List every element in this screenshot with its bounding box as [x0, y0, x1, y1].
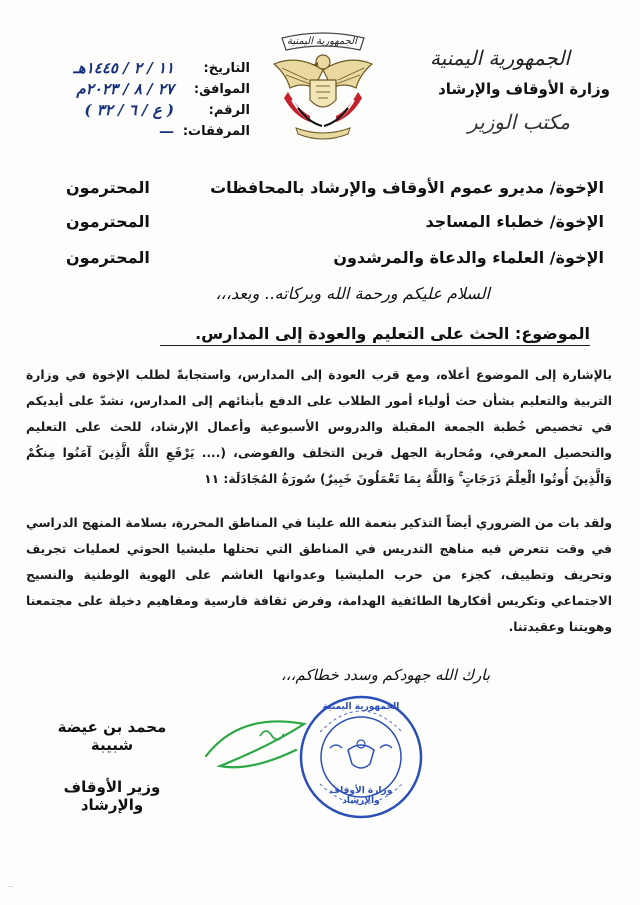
ref-label: الرقم: [208, 103, 250, 118]
greeting-line: السلام عليكم ورحمة الله وبركاته.. وبعد،،، [215, 284, 490, 303]
republic-name: الجمهورية اليمنية [429, 46, 570, 70]
office-name: مكتب الوزير [467, 110, 570, 134]
recipient-2-honorific: المحترمون [66, 212, 150, 231]
corresponding-value: ٢٧ / ٨ / ٢٠٢٣م [76, 80, 174, 98]
corresponding-label: الموافق: [193, 82, 250, 97]
ref-value: ( ع / ٦ / ٣٢ ) [84, 101, 174, 119]
meta-corresponding-row [40, 79, 250, 100]
meta-date-row [40, 58, 250, 79]
date-label: التاريخ: [203, 61, 250, 76]
body-paragraph-1: بالإشارة إلى الموضوع أعلاه، ومع قرب العودة إلى المدارس، واستجابةً لطلب الإخوة في وزارة التربية والتعليم بشأن حث أولياء أمور الطلاب على الدفع بأبنائهم إلى المدارس، نشدّ على أيديكم في تخصيص خُطبة الجمعة المقبلة والدروس الأسبوعية وأعمال الإرشاد، للحث على التعليم والتحصيل المعرفي، ومُحاربة الجهل قرين التخلف والفوضى، (.... يَرْفَعِ اللَّهُ الَّذِينَ آمَنُوا مِنكُمْ وَالَّذِينَ أُوتُوا الْعِلْمَ دَرَجَاتٍ ۚ وَاللَّهُ بِمَا تَعْمَلُونَ خَبِيرٌ) سُورَةُ المُجَادَلَة: ١١ [26, 368, 612, 486]
recipient-3-honorific: المحترمون [66, 248, 150, 267]
recipient-1: الإخوة/ مديرو عموم الأوقاف والإرشاد بالمحافظات [210, 178, 604, 197]
emblem-banner-text: الجمهورية اليمنية [286, 36, 357, 47]
stamp-top-text: الجمهورية اليمنية [322, 702, 400, 712]
handwritten-signature-icon [200, 706, 310, 780]
meta-attachments-row [40, 121, 250, 142]
attachments-dash: — [159, 122, 174, 140]
attachments-label: المرفقات: [182, 124, 250, 139]
signatory-name: محمد بن عيضة شبيبة [57, 718, 167, 754]
stamp-bottom-text: وزارة الأوقاف والإرشاد [329, 786, 393, 806]
recipient-3: الإخوة/ العلماء والدعاة والمرشدون [333, 248, 604, 267]
date-value: ١١ / ٢ / ١٤٤٥هـ [73, 59, 174, 77]
meta-ref-row [40, 100, 250, 121]
yemen-eagle-emblem-icon [268, 30, 378, 145]
subject-line: الموضوع: الحث على التعليم والعودة إلى المدارس. [160, 324, 590, 346]
closing-line: بارك الله جهودكم وسدد خطاكم،،، [280, 666, 490, 684]
body-paragraph-2: ولقد بات من الضروري أيضاً التذكير بنعمة الله علينا في المناطق المحررة، بسلامة المنهج الدراسي في وقت تتعرض فيه مناهج التدريس في المناطق التي تحتلها مليشيا الحوثي لعمليات تجريف وتحريف وتطييف، كجزء من حرب المليشيا وعدوانها الغاشم على الهوية الوطنية والنسيج الاجتماعي وتكريس أفكارها الطائفية الهدامة، وفرض ثقافة فارسية ومفاهيم دخيلة على مجتمعنا وهويتنا وعقيدتنا. [26, 516, 612, 634]
footer-scan-mark: — [8, 884, 13, 890]
meta-block [40, 58, 250, 142]
recipient-1-honorific: المحترمون [66, 178, 150, 197]
recipient-2: الإخوة/ خطباء المساجد [425, 212, 604, 231]
ministry-name: وزارة الأوقاف والإرشاد [438, 80, 610, 98]
signatory-title: وزير الأوقاف والإرشاد [63, 778, 161, 814]
